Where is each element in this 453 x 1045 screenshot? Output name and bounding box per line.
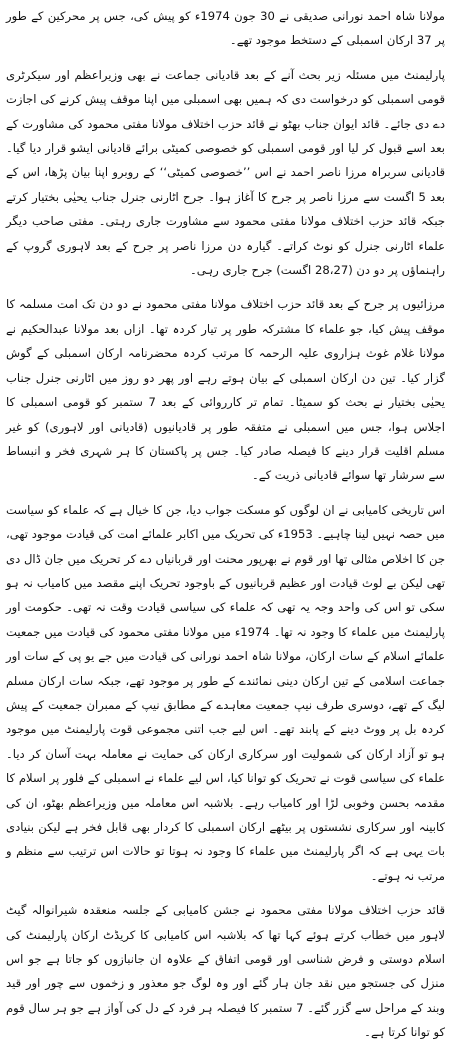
article-paragraph: مولانا شاہ احمد نورانی صدیقی نے 30 جون 1974ء کو پیش کی، جس پر محرکین کے طور پر 37 ارکان اسمبلی کے دستخط موجود تھے۔ <box>6 9 445 48</box>
article-paragraph: قائد حزب اختلاف مولانا مفتی محمود نے جشن کامیابی کے جلسہ منعقدہ شیرانوالہ گیٹ لاہور میں خطاب کرتے ہوئے کہا تھا کہ بلاشبہ اس کامیابی کا کریڈٹ ارکان پارلیمنٹ کی اسلام دوستی و فرض شناسی اور قومی اتفاق کے علاوہ ان جانبازوں کو جاتا ہے جو اس منزل کی جستجو میں نقد جان ہار گئے اور وہ لوگ جو معذور و زخموں سے چور اور قید وبند کے مراحل سے گزر گئے۔ 7 ستمبر کا فیصلہ ہر فرد کے دل کی آواز ہے جو ہر سال قوم کو توانا کرتا ہے۔ <box>6 903 445 1040</box>
article-paragraph: اس تاریخی کامیابی نے ان لوگوں کو مسکت جواب دیا، جن کا خیال ہے کہ علماء کو سیاست میں حصہ نہیں لینا چاہیے۔ 1953ء کی تحریک میں اکابر علمائے امت کی قیادت موجود تھی، جن کا اخلاص مثالی تھا اور قوم نے بھرپور محنت اور قربانیاں دے کر تحریک میں جان ڈال دی تھی لیکن بے لوث قیادت اور عظیم قربانیوں کے باوجود تحریک اپنے مقصد میں کامیاب نہ ہو سکی تو اس کی واحد وجہ یہ تھی کہ علماء کی سیاسی قیادت وقت نہ تھی۔ حکومت اور پارلیمنٹ میں علماء کا وجود نہ تھا۔ 1974ء میں مولانا مفتی محمود کی قیادت میں جمعیت علمائے اسلام کے سات ارکان، مولانا شاہ احمد نورانی کی قیادت میں جے یو پی کے سات اور جماعت اسلامی کے تین ارکان دینی نمائندے کے طور پر موجود تھے، جبکہ سات ارکان مسلم لیگ کے تھے، دوسری طرف نیپ جمعیت معاہدے کے مطابق نیپ کے ممبران جمعیت کے پیش کردہ بل پر ووٹ دینے کے پابند تھے۔ اس لیے جب اتنی مجموعی قوت پارلیمنٹ میں موجود ہو تو آزاد ارکان کی شمولیت اور سرکاری ارکان کی حمایت نے معاملہ بہت آسان کر دیا۔ علماء کی سیاسی قوت نے تحریک کو توانا کیا، اس لیے علماء نے اسمبلی کے فلور پر اسلام کا مقدمہ بحسن وخوبی لڑا اور کامیاب رہے۔ بلاشبہ اس معاملہ میں وزیراعظم بھٹو، ان کی کابینہ اور سرکاری نشستوں پر بیٹھے ارکان اسمبلی کا کردار بھی قابل فخر ہے لیکن بنیادی بات یہی ہے کہ اگر پارلیمنٹ میں علماء کا وجود نہ ہوتا تو حالات اس ترتیب سے منظم و مرتب نہ ہوتے۔ <box>6 502 445 883</box>
article-paragraph: مرزائیوں پر جرح کے بعد قائد حزب اختلاف مولانا مفتی محمود نے دو دن تک امت مسلمہ کا موقف پیش کیا، جو علماء کا مشترکہ طور پر تیار کردہ تھا۔ ازاں بعد مولانا عبدالحکیم نے مولانا غلام غوث ہزاروی علیہ الرحمہ کا مرتب کردہ محضرنامہ ارکان اسمبلی کے گوش گزار کیا۔ تین دن ارکان اسمبلی کے بیان ہوتے رہے اور پھر دو روز میں اٹارنی جنرل جناب یحیٰی بختیار نے بحث کو سمیٹا۔ تمام تر کارروائی کے بعد 7 ستمبر کو قومی اسمبلی کا اجلاس ہوا، جس میں اسمبلی نے متفقہ طور پر قادیانیوں (قادیانی اور لاہوری) کو غیر مسلم اقلیت قرار دینے کا فیصلہ صادر کیا۔ جس پر پاکستان کا ہر شہری فخر و انبساط سے سرشار تھا سوائے قادیانی ذریت کے۔ <box>6 297 445 483</box>
article-paragraph: پارلیمنٹ میں مسئلہ زیر بحث آنے کے بعد قادیانی جماعت نے بھی وزیراعظم اور سیکرٹری قومی اسمبلی کو درخواست دی کہ ہمیں بھی اسمبلی میں اپنا موقف پیش کرنے کی اجازت دے دی جائے۔ قائد ایوان جناب بھٹو نے قائد حزب اختلاف مولانا مفتی محمود کی مشاورت کے بعد اسے قبول کر لیا اور قومی اسمبلی کو خصوصی کمیٹی برائے قادیانی ایشو قرار دیا گیا۔ قادیانی سربراہ مرزا ناصر احمد نے اس ’’خصوصی کمیٹی‘‘ کے روبرو اپنا بیان پڑھا، اس کے بعد 5 اگست سے مرزا ناصر پر جرح کا آغاز ہوا۔ جرح اٹارنی جنرل جناب یحیٰی بختیار کرتے جبکہ قائد حزب اختلاف مولانا مفتی محمود سے مشاورت جاری رہتی۔ مفتی صاحب دیگر علماء اٹارنی جنرل کو نوٹ کراتے۔ گیارہ دن مرزا ناصر پر جرح کے بعد لاہوری گروپ کے راہنماؤں پر دو دن (28،27 اگست) جرح جاری رہی۔ <box>6 67 445 278</box>
